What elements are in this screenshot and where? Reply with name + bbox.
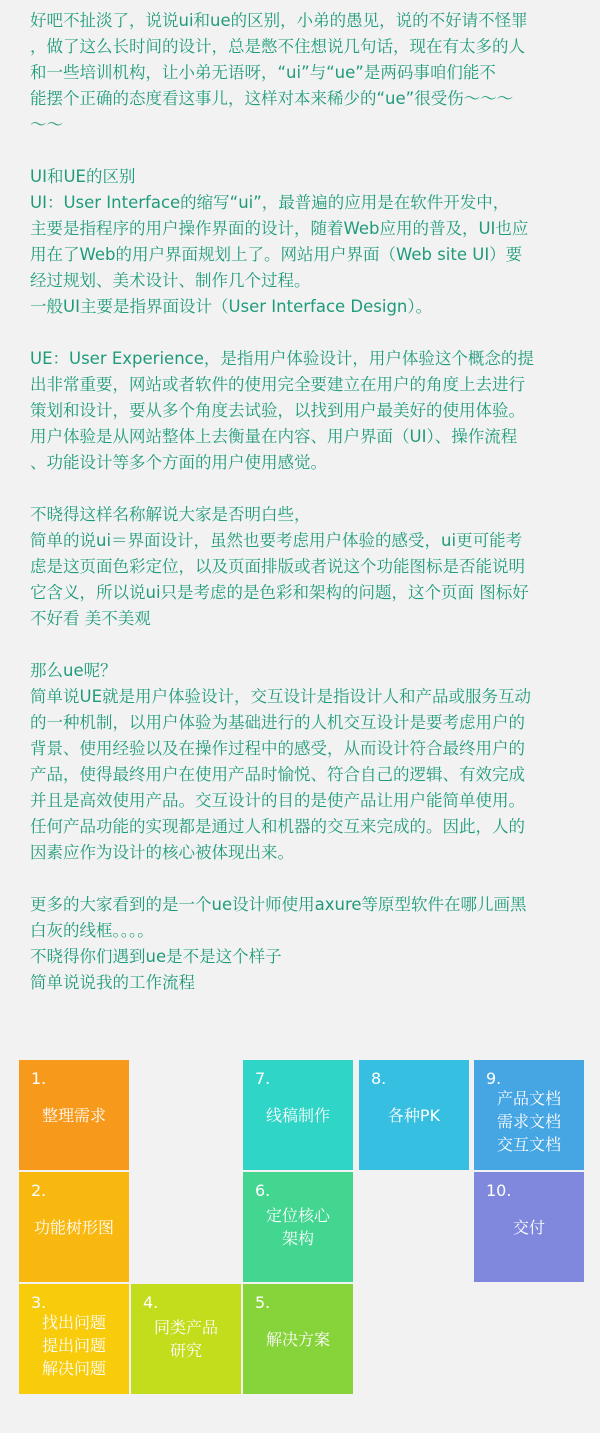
workflow-step-label-line: 功能树形图: [33, 1217, 114, 1237]
workflow-step-label-line: 交互文档: [496, 1134, 561, 1154]
workflow-step-label-line: 研究: [169, 1341, 202, 1360]
workflow-step-label-line: 架构: [281, 1229, 314, 1248]
workflow-step-label-line: 同类产品: [153, 1318, 218, 1337]
article-line: 一般UI主要是指界面设计（User Interface Design）。: [30, 297, 433, 316]
workflow-step-number: 8.: [371, 1069, 387, 1088]
workflow-step-label: [474, 1060, 584, 1170]
workflow-step-label-line: 交付: [512, 1217, 545, 1237]
article-line: 简单说说我的工作流程: [30, 973, 195, 992]
workflow-step-label-line: 提出问题: [41, 1335, 106, 1355]
workflow-step-label-line: 解决问题: [41, 1358, 106, 1378]
article-paragraph: [30, 164, 575, 320]
article-line: UE：User Experience，是指用户体验设计，用户体验这个概念的提: [30, 349, 534, 368]
workflow-step-label-line: 线稿制作: [265, 1105, 330, 1125]
article-body: [30, 8, 575, 1022]
workflow-step-label-line: 各种PK: [387, 1105, 441, 1125]
workflow-step-10: [474, 1172, 584, 1282]
workflow-step-label: [359, 1060, 469, 1170]
workflow-step-5: [243, 1284, 353, 1394]
article-line: 主要是指程序的用户操作界面的设计，随着Web应用的普及，UI也应: [30, 219, 529, 238]
article-line: 简单的说ui＝界面设计，虽然也要考虑用户体验的感受，ui更可能考: [30, 531, 523, 550]
workflow-step-number: 2.: [31, 1181, 47, 1200]
article-line: 因素应作为设计的核心被体现出来。: [30, 843, 294, 862]
workflow-step-number: 4.: [143, 1293, 159, 1312]
article-line: 简单说UE就是用户体验设计，交互设计是指设计人和产品或服务互动: [30, 687, 532, 706]
workflow-step-3: [19, 1284, 129, 1394]
article-line: 策划和设计，要从多个角度去试验，以找到用户最美好的使用体验。: [30, 401, 525, 420]
article-line: 不晓得这样名称解说大家是否明白些，: [30, 505, 311, 524]
article-line: 用户体验是从网站整体上去衡量在内容、用户界面（UI）、操作流程: [30, 427, 518, 446]
article-line: 产品，使得最终用户在使用产品时愉悦、符合自己的逻辑、有效完成: [30, 765, 525, 784]
article-line: 白灰的线框。。。。: [30, 921, 154, 940]
workflow-step-label: [243, 1172, 353, 1282]
article-line: ，做了这么长时间的设计，总是憋不住想说几句话，现在有太多的人: [30, 37, 525, 56]
article-line: 虑是这页面色彩定位，以及页面排版或者说这个功能图标是否能说明: [30, 557, 525, 576]
workflow-step-number: 5.: [255, 1293, 271, 1312]
workflow-step-2: [19, 1172, 129, 1282]
article-line: 并且是高效使用产品。交互设计的目的是使产品让用户能简单使用。: [30, 791, 525, 810]
article-line: 的一种机制，以用户体验为基础进行的人机交互设计是要考虑用户的: [30, 713, 525, 732]
article-line: 用在了Web的用户界面规划上了。网站用户界面（Web site UI）要: [30, 245, 523, 264]
workflow-step-8: [359, 1060, 469, 1170]
article-line: 、功能设计等多个方面的用户使用感觉。: [30, 453, 327, 472]
article-paragraph: [30, 346, 575, 476]
workflow-step-label: [243, 1284, 353, 1394]
workflow-step-number: 10.: [486, 1181, 512, 1200]
workflow-step-number: 9.: [486, 1069, 502, 1088]
workflow-step-label-line: 解决方案: [265, 1329, 330, 1349]
article-line: 背景、使用经验以及在操作过程中的感受，从而设计符合最终用户的: [30, 739, 525, 758]
workflow-step-4: [131, 1284, 241, 1394]
workflow-step-label-line: 找出问题: [41, 1312, 106, 1332]
workflow-step-number: 7.: [255, 1069, 271, 1088]
workflow-step-7: [243, 1060, 353, 1170]
article-paragraph: [30, 8, 575, 138]
article-line: 那么ue呢？: [30, 661, 117, 680]
workflow-step-label-line: 整理需求: [41, 1105, 106, 1125]
workflow-step-label: [19, 1284, 129, 1394]
article-line: ～～: [30, 115, 63, 134]
article-paragraph: [30, 502, 575, 632]
article-line: 好吧不扯淡了，说说ui和ue的区别，小弟的愚见，说的不好请不怪罪: [30, 11, 528, 30]
workflow-step-6: [243, 1172, 353, 1282]
workflow-step-number: 3.: [31, 1293, 47, 1312]
article-line: UI：User Interface的缩写“ui”，最普遍的应用是在软件开发中，: [30, 193, 510, 212]
article-line: 和一些培训机构，让小弟无语呀，“ui”与“ue”是两码事咱们能不: [30, 63, 496, 82]
workflow-step-label: [19, 1172, 129, 1282]
workflow-step-label: [131, 1284, 241, 1394]
workflow-step-label-line: 定位核心: [265, 1206, 330, 1225]
article-paragraph: [30, 658, 575, 866]
workflow-step-label: [474, 1172, 584, 1282]
article-line: 任何产品功能的实现都是通过人和机器的交互来完成的。因此，人的: [30, 817, 525, 836]
article-paragraph: [30, 892, 575, 996]
workflow-step-label-line: 产品文档: [496, 1088, 561, 1108]
article-line: 更多的大家看到的是一个ue设计师使用axure等原型软件在哪儿画黑: [30, 895, 527, 914]
workflow-step-9: [474, 1060, 584, 1170]
workflow-step-number: 6.: [255, 1181, 271, 1200]
workflow-step-1: [19, 1060, 129, 1170]
article-line: 它含义，所以说ui只是考虑的是色彩和架构的问题，这个页面 图标好: [30, 583, 529, 602]
workflow-step-label-line: 需求文档: [496, 1111, 561, 1131]
article-line: 不好看 美不美观: [30, 609, 151, 628]
article-line: 出非常重要，网站或者软件的使用完全要建立在用户的角度上去进行: [30, 375, 525, 394]
article-line: UI和UE的区别: [30, 167, 136, 186]
article-line: 能摆个正确的态度看这事儿，这样对本来稀少的“ue”很受伤～～～: [30, 89, 514, 108]
workflow-step-label: [19, 1060, 129, 1170]
workflow-step-label: [243, 1060, 353, 1170]
article-line: 经过规划、美术设计、制作几个过程。: [30, 271, 311, 290]
article-line: 不晓得你们遇到ue是不是这个样子: [30, 947, 282, 966]
workflow-step-number: 1.: [31, 1069, 47, 1088]
